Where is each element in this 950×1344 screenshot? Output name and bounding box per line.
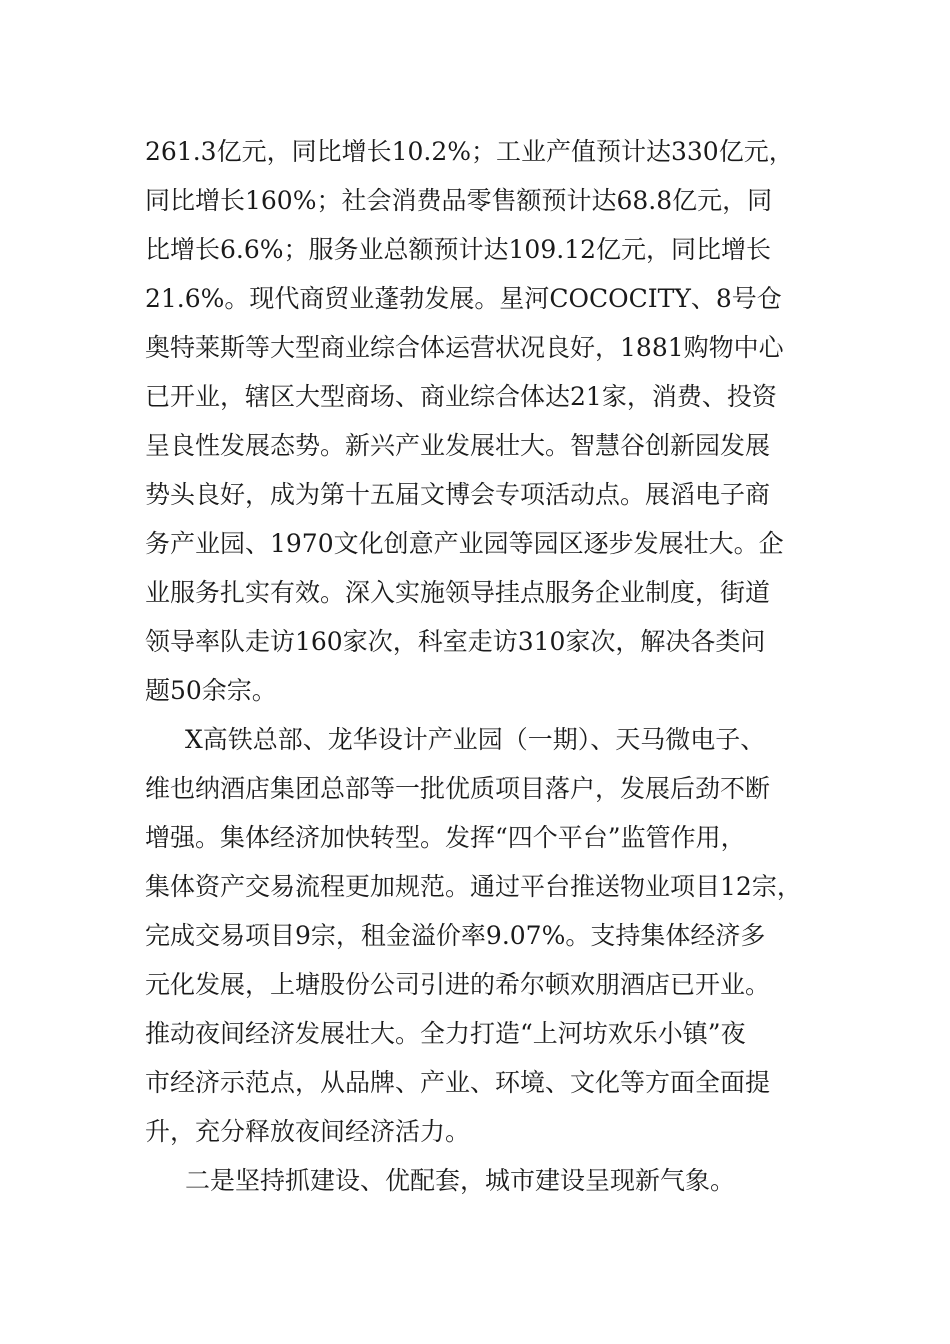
text-line: 完成交易项目9宗，租金溢价率9.07%。支持集体经济多 (145, 921, 766, 950)
text-line: 元化发展，上塘股份公司引进的希尔顿欢朋酒店已开业。 (145, 970, 771, 999)
text-line: 21.6%。现代商贸业蓬勃发展。星河COCOCITY、8号仓 (145, 284, 782, 313)
text-line: 升，充分释放夜间经济活力。 (145, 1117, 471, 1146)
text-line: 务产业园、1970文化创意产业园等园区逐步发展壮大。企 (145, 529, 784, 558)
text-line: 维也纳酒店集团总部等一批优质项目落户，发展后劲不断 (145, 774, 771, 803)
text-line: 同比增长160%；社会消费品零售额预计达68.8亿元，同 (145, 186, 773, 215)
text-line: 推动夜间经济发展壮大。全力打造“上河坊欢乐小镇”夜 (145, 1019, 746, 1048)
text-line: 题50余宗。 (145, 676, 277, 705)
text-line: 已开业，辖区大型商场、商业综合体达21家，消费、投资 (145, 382, 777, 411)
text-line: X高铁总部、龙华设计产业园（一期）、天马微电子、 (185, 725, 766, 754)
paragraph-projects-collective-economy (145, 715, 825, 1156)
text-line: 呈良性发展态势。新兴产业发展壮大。智慧谷创新园发展 (145, 431, 771, 460)
text-line: 比增长6.6%；服务业总额预计达109.12亿元，同比增长 (145, 235, 771, 264)
text-line: 集体资产交易流程更加规范。通过平台推送物业项目12宗， (145, 872, 802, 901)
text-line: 奥特莱斯等大型商业综合体运营状况良好，1881购物中心 (145, 333, 784, 362)
paragraph-section-heading (145, 1156, 825, 1205)
text-line: 市经济示范点，从品牌、产业、环境、文化等方面全面提 (145, 1068, 771, 1097)
text-line: 业服务扎实有效。深入实施领导挂点服务企业制度，街道 (145, 578, 771, 607)
text-line: 增强。集体经济加快转型。发挥“四个平台”监管作用， (145, 823, 746, 852)
text-line: 领导率队走访160家次，科室走访310家次，解决各类问 (145, 627, 766, 656)
document-body (145, 127, 825, 1205)
text-line: 261.3亿元，同比增长10.2%；工业产值预计达330亿元， (145, 137, 794, 166)
text-line: 势头良好，成为第十五届文博会专项活动点。展滔电子商 (145, 480, 771, 509)
paragraph-economy-overview (145, 127, 825, 715)
section-heading-line: 二是坚持抓建设、优配套，城市建设呈现新气象。 (185, 1166, 736, 1195)
